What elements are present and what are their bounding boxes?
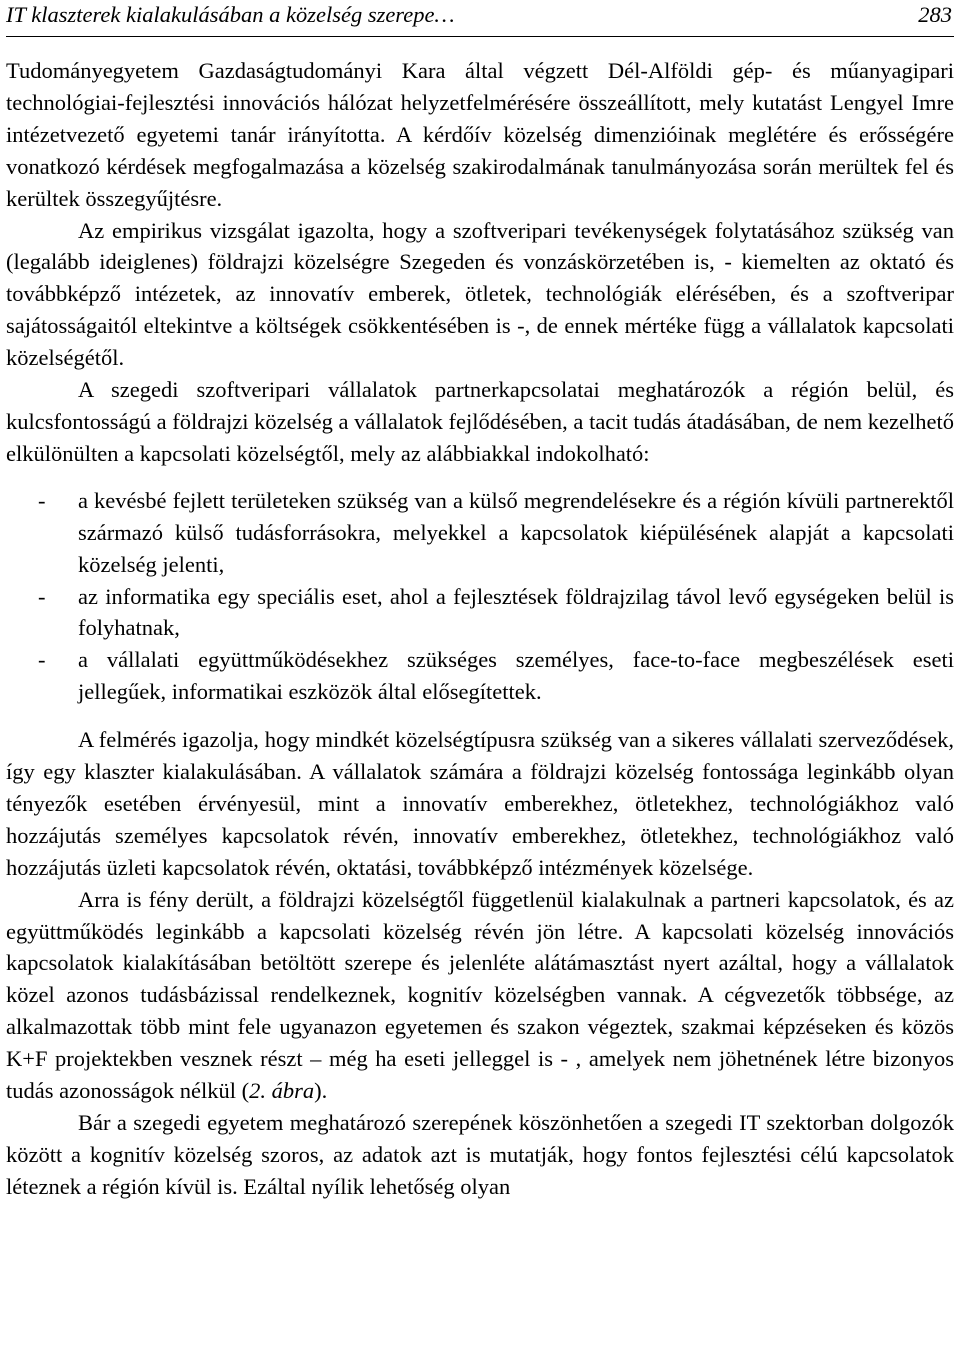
list-dash: - [38, 647, 46, 673]
paragraph: A felmérés igazolja, hogy mindkét közelségtípusra szükség van a sikeres vállalati szerveződések, így egy klaszter kialakulásában. A vállalatok számára a földrajzi közelség fontossága leginkább olyan tényezők esetében érvényesül, mint a innovatív emberekhez, ötletekhez, technológiákhoz való hozzájutás személyes kapcsolatok révén, innovatív emberekhez, ötletekhez, technológiákhoz való hozzájutás üzleti kapcsolatok révén, oktatási, továbbképző intézmények közelsége. [6, 727, 954, 880]
paragraph-text: Arra is fény derült, a földrajzi közelségtől függetlenül kialakulnak a partneri kapcsolatok, és az együttműködés leginkább a kapcsolati közelség révén jön létre. A kapcsolati közelség innovációs kapcsolatok kialakításában betöltött szerepe és jelenléte alátámasztást nyert azáltal, hogy a vállalatok közel azonos tudásbázissal rendelkeznek, kognitív közelségben vannak. A cégvezetők többsége, az alkalmazottak több mint fele ugyanazon egyetemen és szakon végeztek, szakmai képzéseken és közös K+F projektekben vesznek részt – még ha eseti jelleggel is - , amelyek nem jöhetnének létre bizonyos tudás azonosságok nélkül ( [6, 886, 954, 1104]
running-title: IT klaszterek kialakulásában a közelség szerepe… [6, 2, 455, 27]
list-item [6, 644, 954, 708]
running-header [6, 0, 954, 37]
paragraph: Az empirikus vizsgálat igazolta, hogy a szoftveripari tevékenységek folytatásához szükség van (legalább ideiglenes) földrajzi közelségre Szegeden és vonzáskörzetében is, - kiemelten az oktató és továbbképző intézetek, az innovatív emberek, ötletek, technológiák elérésében, és a szoftveripar sajátosságaitól eltekintve a költségek csökkentésében is -, de ennek mértéke függ a vállalatok kapcsolati közelségétől. [6, 217, 954, 371]
list-item [6, 581, 954, 645]
list-dash: - [38, 583, 46, 609]
list-item [6, 485, 954, 581]
list-item-text: a vállalati együttműködésekhez szükséges személyes, face-to-face megbeszélések eseti jellegűek, informatikai eszközök által elősegítettek. [78, 647, 954, 705]
list-item-text: az informatika egy speciális eset, ahol a fejlesztések földrajzilag távol levő egységeken belül is folyhatnak, [78, 583, 954, 641]
body-text [6, 55, 954, 1203]
page-number: 283 [918, 2, 952, 27]
list-item-text: a kevésbé fejlett területeken szükség van a külső megrendelésekre és a régión kívüli partnerektől származó külső tudásforrásokra, melyekkel a kapcsolatok kiépülésének alapját a kapcsolati közelség jelenti, [78, 487, 954, 577]
paragraph-continued: Tudományegyetem Gazdaságtudományi Kara által végzett Dél-Alföldi gép- és műanyagipari technológiai-fejlesztési innovációs hálózat helyzetfelmérésére összeállított, mely kutatást Lengyel Imre intézetvezető egyetemi tanár irányította. A kérdőív közelség dimenzióinak meglétére és erősségére vonatkozó kérdések megfogalmazása a közelség szakirodalmának tanulmányozása során merültek fel és kerültek összegyűjtésre. [6, 58, 954, 211]
dash-list [6, 485, 954, 708]
document-page [6, 0, 954, 1199]
paragraph [6, 884, 954, 1107]
list-dash: - [38, 487, 46, 513]
paragraph: A szegedi szoftveripari vállalatok partnerkapcsolatai meghatározók a régión belül, és kulcsfontosságú a földrajzi közelség a vállalatok fejlődésében, a tacit tudás átadásában, de nem kezelhető elkülönülten a kapcsolati közelségtől, mely az alábbiakkal indokolható: [6, 377, 954, 466]
paragraph-text: ). [314, 1078, 328, 1104]
paragraph: Bár a szegedi egyetem meghatározó szerepének köszönhetően a szegedi IT szektorban dolgozók között a kognitív közelség szoros, az adatok azt is mutatják, hogy fontos fejlesztési célú kapcsolatok léteznek a régión kívül is. Ezáltal nyílik lehetőség olyan [6, 1110, 954, 1199]
spacer [6, 470, 954, 485]
figure-reference: 2. ábra [249, 1078, 315, 1104]
spacer [6, 708, 954, 724]
